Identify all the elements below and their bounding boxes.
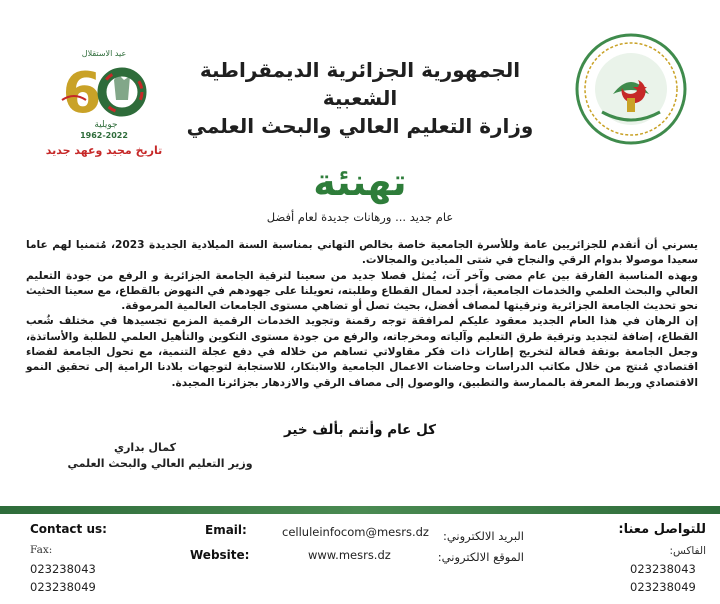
website-label-ar: الموقع الالكتروني: xyxy=(437,550,524,564)
page-title: تهنئة xyxy=(313,160,407,204)
fax-number-ar-2: 023238049 xyxy=(630,580,696,594)
fax-label-en: Fax: xyxy=(30,544,53,556)
website-label-en: Website: xyxy=(190,548,250,562)
contact-label-ar: للتواصل معنا: xyxy=(618,522,706,537)
anniversary-top-text: عيد الاستقلال xyxy=(81,49,127,58)
letterhead xyxy=(170,56,550,140)
footer-divider xyxy=(0,506,720,514)
closing-greeting: كل عام وأنتم بألف خير xyxy=(284,422,436,438)
email-label-ar: البريد الالكتروني: xyxy=(442,529,524,543)
website-link[interactable]: www.mesrs.dz xyxy=(308,548,391,562)
email-label-en: Email: xyxy=(205,523,247,537)
anniversary-years: 1962-2022 xyxy=(80,131,128,140)
independence-anniversary-logo xyxy=(44,40,164,160)
anniversary-slogan: تاريخ مجيد وعهد جديد xyxy=(45,144,163,157)
page-subtitle: عام جديد ... ورهانات جديدة لعام أفضل xyxy=(266,210,454,224)
email-link[interactable]: celluleinfocom@mesrs.dz xyxy=(282,525,429,539)
paragraph-1: يسرني أن أتقدم للجزائريين عامة وللأسرة الجامعية خاصة بخالص التهاني بمناسبة السنة الميلادية الجديدة 2023، مُتمنيا لهم عاما سعيدا موصولا بدوام الرقي والنجاح في شتى الميادين والمجالات. xyxy=(26,239,698,267)
signatory-role: وزير التعليم العالي والبحث العلمي xyxy=(67,457,253,470)
fax-number-en-2: 023238049 xyxy=(30,580,96,594)
fax-label-ar: الفاكس: xyxy=(669,545,706,557)
anniversary-word: جويلية xyxy=(94,120,118,130)
state-emblem-icon xyxy=(572,30,690,148)
ministry-name: وزارة التعليم العالي والبحث العلمي xyxy=(186,114,534,138)
signatory-name: كمال بداري xyxy=(114,441,176,454)
letter-body xyxy=(26,238,698,391)
republic-name: الجمهورية الجزائرية الديمقراطية الشعبية xyxy=(199,58,521,110)
paragraph-2: وبهذه المناسبة الفارقة بين عام مضى وآخر آت، يُمثل فصلا جديد من سعينا لترقية الجامعة الجزائرية و الرفع من جودة التعليم العالي والبحث العلمي والخدمات الجامعية، أجدد لعمال القطاع وطلبته، تعويلنا على جهودهم في النهوض بالقطاع، مع سعينا الحثيث نحو تحديث الجامعة الجزائرية وترقيتها لمصاف أفضل، بحيث تصل أو تضاهي مستوى الجامعات العالمية المرموقة. xyxy=(26,269,698,313)
signature-block xyxy=(60,440,260,472)
fax-number-ar-1: 023238043 xyxy=(630,562,696,576)
anniversary-digit-6: 6 xyxy=(62,61,102,126)
paragraph-3: إن الرهان في هذا العام الجديد معقود عليكم لمرافقة توجه رقمنة وتجويد الخدمات الرقمية المزمع تجسيدها في مختلف شُعب القطاع، إضافة لتجديد وترقية طرق التعليم وآلياته ومخرجاته، والرفع من جودة مستوى التكوين والتأهيل العلمي للطلبة والأساتذة، وجعل الجامعة بوتقة فعالة لتخريج إطارات ذات فكر مقاولاتي تساهم من خلاله في دفع عجلة التنمية، مع تحول الجامعة لفضاء اقتصادي مُنتج من خلال مكاتب الدراسات وحاضنات الاعمال الجامعية والابتكار، للاستجابة لتوجهات بلادنا الرامية إلى تحقيق النمو الاقتصادي وربط المعرفة بالممارسة والتطبيق، والوصول إلى مصاف الرقي والازدهار بجزائرنا المجيدة. xyxy=(26,315,698,389)
state-emblem xyxy=(572,30,690,148)
fax-number-en-1: 023238043 xyxy=(30,562,96,576)
contact-label-en: Contact us: xyxy=(30,522,107,536)
anniversary-logo-graphic xyxy=(44,40,164,160)
